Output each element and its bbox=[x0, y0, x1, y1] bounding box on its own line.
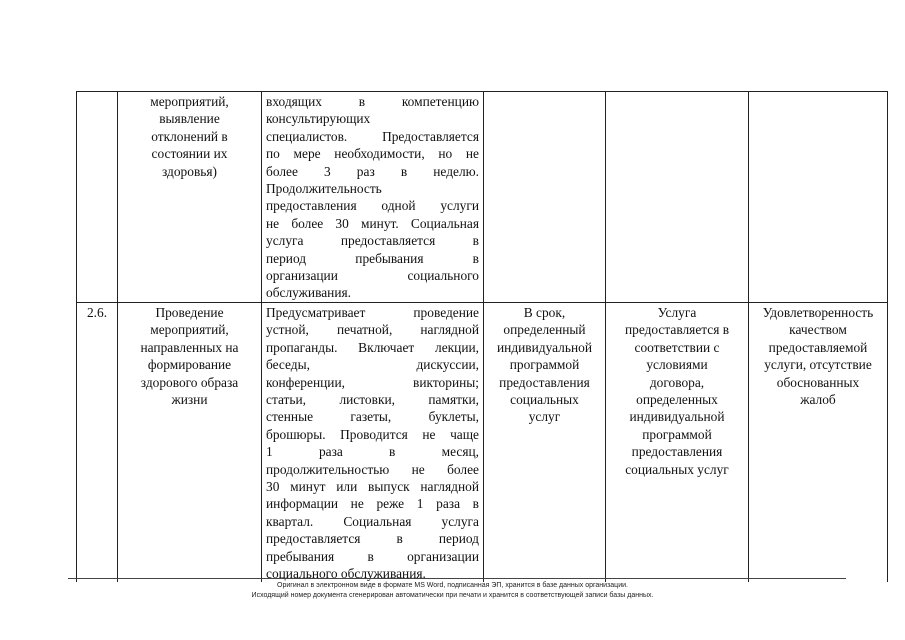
text-line: условиями bbox=[646, 357, 708, 373]
row-number: 2.6. bbox=[77, 302, 118, 582]
text-line: социальных услуг bbox=[625, 461, 729, 477]
description-line: специалистов. Предоставляется bbox=[266, 128, 479, 144]
quality-criteria-cell bbox=[749, 92, 888, 303]
text-line: социальных bbox=[510, 391, 579, 407]
description-line: социального обслуживания. bbox=[266, 565, 426, 581]
text-line: выявление bbox=[159, 111, 220, 127]
text-line: индивидуальной bbox=[629, 409, 725, 425]
text-line: услуг bbox=[528, 409, 561, 425]
footer-note-original: Оригинал в электронном виде в формате MS Word, подписанная ЭП, хранится в базе данных организации. bbox=[277, 582, 628, 589]
deadline-cell bbox=[484, 302, 606, 582]
description-line: услуга предоставляется в bbox=[266, 233, 479, 249]
footer-note-number: Исходящий номер документа сгенерирован автоматически при печати и хранится в соответствующей записи базы данных. bbox=[251, 592, 654, 599]
description-line: по мере необходимости, но не bbox=[266, 146, 479, 162]
description-line: более 3 раз в неделю. bbox=[266, 163, 479, 179]
text-line: отклонений в bbox=[151, 128, 228, 144]
text-line: предоставляется в bbox=[624, 322, 730, 338]
text-line: формирование bbox=[147, 357, 232, 373]
text-line: определенных bbox=[636, 391, 718, 407]
description-line: период пребывания в bbox=[266, 250, 479, 266]
text-line: здоровья) bbox=[162, 163, 217, 179]
text-line: Проведение bbox=[155, 304, 224, 320]
text-line: услуги, отсутствие bbox=[764, 357, 872, 373]
service-name-cell bbox=[118, 302, 262, 582]
text-line: предоставления bbox=[499, 374, 590, 390]
text-line: договора, bbox=[649, 374, 705, 390]
description-line: информации не реже 1 раза в bbox=[266, 496, 479, 512]
text-line: программой bbox=[509, 357, 580, 373]
text-line: здорового образа bbox=[140, 374, 239, 390]
text-line: направленных на bbox=[140, 339, 239, 355]
description-line: не более 30 минут. Социальная bbox=[266, 215, 479, 231]
table-row bbox=[77, 302, 888, 582]
text-line: программой bbox=[642, 426, 712, 442]
services-table bbox=[76, 91, 888, 582]
text-line: состоянии их bbox=[151, 146, 228, 162]
service-description-cell bbox=[262, 92, 484, 303]
deadline-cell bbox=[484, 92, 606, 303]
text-line: мероприятий, bbox=[150, 94, 229, 109]
text-line: соответствии с bbox=[634, 339, 720, 355]
text-line: индивидуальной bbox=[496, 339, 592, 355]
description-line: организации социального bbox=[266, 268, 479, 284]
description-line: статьи, листовки, памятки, bbox=[266, 391, 479, 407]
description-line: консультирующих bbox=[266, 111, 371, 127]
text-line: качеством bbox=[789, 322, 847, 338]
text-line: обоснованных bbox=[776, 374, 860, 390]
description-line: брошюры. Проводится не чаще bbox=[266, 426, 479, 442]
description-line: устной, печатной, наглядной bbox=[266, 322, 479, 338]
text-line: жизни bbox=[171, 391, 208, 407]
conditions-cell bbox=[606, 92, 749, 303]
conditions-cell bbox=[606, 302, 749, 582]
description-line: пропаганды. Включает лекции, bbox=[266, 339, 479, 355]
description-line: 1 раза в месяц, bbox=[266, 444, 479, 460]
text-line: Удовлетворенность bbox=[762, 304, 874, 320]
text-line: В срок, bbox=[523, 304, 566, 320]
service-description-cell bbox=[262, 302, 484, 582]
table-row bbox=[77, 92, 888, 303]
text-line: определенный bbox=[503, 322, 586, 338]
description-line: продолжительностью не более bbox=[266, 461, 479, 477]
row-number bbox=[77, 92, 118, 303]
description-line: обслуживания. bbox=[266, 285, 351, 301]
text-line: Услуга bbox=[657, 304, 697, 320]
description-line: Продолжительность bbox=[266, 181, 382, 197]
description-line: Предусматривает проведение bbox=[266, 304, 479, 320]
description-line: квартал. Социальная услуга bbox=[266, 513, 479, 529]
text-line: предоставления bbox=[631, 444, 723, 460]
description-line: пребывания в организации bbox=[266, 548, 479, 564]
description-line: 30 минут или выпуск наглядной bbox=[266, 478, 479, 494]
text-line: мероприятий, bbox=[150, 322, 229, 338]
description-line: предоставления одной услуги bbox=[266, 198, 479, 214]
description-line: конференции, викторины; bbox=[266, 374, 479, 390]
description-line: стенные газеты, буклеты, bbox=[266, 409, 479, 425]
text-line: предоставляемой bbox=[768, 339, 868, 355]
footer-divider bbox=[68, 578, 846, 579]
description-line: входящих в компетенцию bbox=[266, 94, 479, 109]
service-name-cell bbox=[118, 92, 262, 303]
text-line: жалоб bbox=[800, 391, 836, 407]
description-line: беседы, дискуссии, bbox=[266, 357, 479, 373]
description-line: предоставляется в период bbox=[266, 531, 479, 547]
quality-criteria-cell bbox=[749, 302, 888, 582]
